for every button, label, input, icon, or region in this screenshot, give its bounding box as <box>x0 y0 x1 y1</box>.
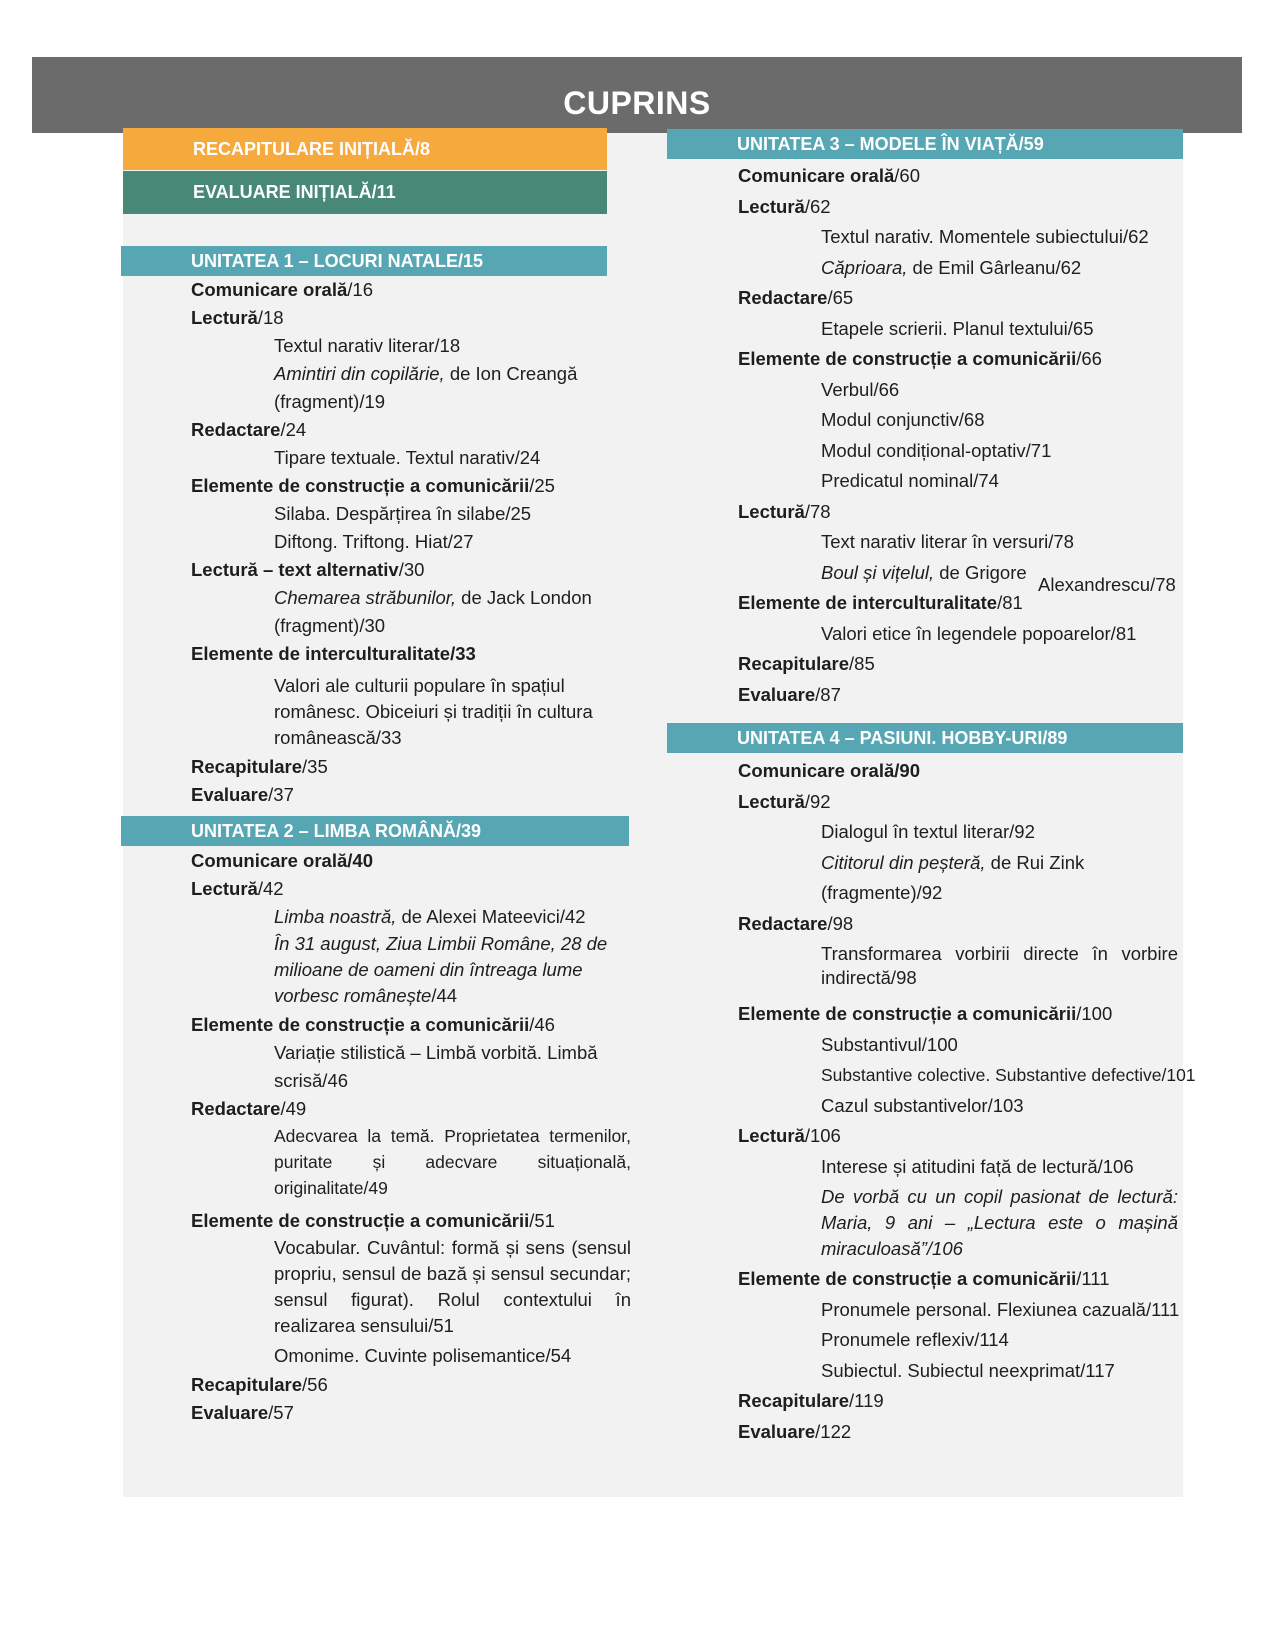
toc-subentry[interactable]: Tipare textuale. Textul narativ/24 <box>274 447 541 468</box>
unit1-list <box>191 276 621 809</box>
toc-entry[interactable]: Redactare/65 <box>738 287 854 308</box>
toc-subentry[interactable]: Dialogul în textul literar/92 <box>821 821 1035 842</box>
unit3-list <box>738 161 1188 710</box>
toc-subentry[interactable]: Transformarea vorbirii directe în vorbire indirectă/98 <box>821 943 1178 988</box>
title-bar <box>32 57 1242 133</box>
toc-subentry[interactable]: Chemarea străbunilor, de Jack London <box>274 587 592 608</box>
toc-entry[interactable]: Elemente de construcție a comunicării/66 <box>738 348 1102 369</box>
toc-subentry[interactable]: Verbul/66 <box>821 378 900 400</box>
toc-subentry[interactable]: (fragment)/19 <box>274 391 386 412</box>
toc-entry[interactable]: Recapitulare/85 <box>738 653 875 674</box>
intro-recap-header[interactable]: RECAPITULARE INIȚIALĂ/8 <box>123 128 607 170</box>
toc-subentry[interactable]: De vorbă cu un copil pasionat de lectură: Maria, 9 ani – „Lectura este o mașină miraculoasă”/106 <box>821 1186 1178 1259</box>
toc-subentry[interactable]: Pronumele personal. Flexiunea cazuală/111 <box>821 1298 1180 1320</box>
toc-subentry[interactable]: Silaba. Despărțirea în silabe/25 <box>274 503 532 524</box>
toc-entry[interactable]: Lectură/42 <box>191 878 284 899</box>
toc-subentry[interactable]: Interese și atitudini față de lectură/106 <box>821 1155 1134 1177</box>
toc-subentry[interactable]: Căprioara, de Emil Gârleanu/62 <box>821 256 1082 278</box>
page-title: CUPRINS <box>563 85 711 121</box>
toc-entry[interactable]: Redactare/98 <box>738 912 854 934</box>
toc-subentry[interactable]: Valori etice în legendele popoarelor/81 <box>821 622 1137 644</box>
toc-entry[interactable]: Elemente de construcție a comunicării/46 <box>191 1014 555 1035</box>
toc-subentry[interactable]: Modul condițional-optativ/71 <box>821 439 1052 461</box>
toc-entry[interactable]: Evaluare/57 <box>191 1402 294 1423</box>
toc-entry[interactable]: Lectură/62 <box>738 195 831 217</box>
toc-subentry[interactable]: Valori ale culturii populare în spațiul românesc. Obiceiuri și tradiții în cultura românească/33 <box>274 675 593 748</box>
toc-entry[interactable]: Evaluare/87 <box>738 683 841 705</box>
toc-subentry[interactable]: În 31 august, Ziua Limbii Române, 28 de milioane de oameni din întreaga lume vorbesc românește/44 <box>274 933 608 1006</box>
toc-entry[interactable]: Lectură/92 <box>738 790 831 812</box>
toc-subentry[interactable]: Text narativ literar în versuri/78 <box>821 531 1074 552</box>
toc-entry[interactable]: Recapitulare/35 <box>191 756 328 777</box>
unit2-list <box>191 847 631 1427</box>
unit4-list <box>738 756 1196 1447</box>
unit4-header[interactable]: UNITATEA 4 – PASIUNI. HOBBY-URI/89 <box>667 723 1183 753</box>
toc-subentry[interactable]: Vocabular. Cuvântul: formă și sens (sensul propriu, sensul de bază și sensul secundar; sensul figurat). Rolul contextului în realizarea sensului/51 <box>274 1237 631 1336</box>
toc-entry[interactable]: Recapitulare/56 <box>191 1374 328 1395</box>
toc-subentry[interactable]: Substantive colective. Substantive defective/101 <box>821 1065 1196 1085</box>
toc-entry[interactable]: Comunicare orală/90 <box>738 760 920 781</box>
toc-entry[interactable]: Redactare/24 <box>191 419 307 440</box>
toc-entry[interactable]: Recapitulare/119 <box>738 1390 884 1411</box>
unit3-header[interactable]: UNITATEA 3 – MODELE ÎN VIAȚĂ/59 <box>667 129 1183 159</box>
unit1-header[interactable]: UNITATEA 1 – LOCURI NATALE/15 <box>121 246 607 276</box>
toc-subentry[interactable]: (fragment)/30 <box>274 615 386 636</box>
toc-subentry-continuation: Alexandrescu/78 <box>1038 573 1176 595</box>
toc-entry[interactable]: Evaluare/122 <box>738 1420 852 1442</box>
intro-eval-header[interactable]: EVALUARE INIȚIALĂ/11 <box>123 171 607 214</box>
toc-subentry[interactable]: Textul narativ literar/18 <box>274 335 461 356</box>
toc-subentry[interactable]: Cazul substantivelor/103 <box>821 1094 1024 1116</box>
toc-entry[interactable]: Lectură – text alternativ/30 <box>191 559 425 580</box>
toc-entry[interactable]: Elemente de interculturalitate/33 <box>191 643 476 664</box>
toc-subentry[interactable]: Pronumele reflexiv/114 <box>821 1329 1009 1350</box>
toc-entry[interactable]: Elemente de construcție a comunicării/100 <box>738 1003 1113 1024</box>
toc-subentry[interactable]: Variație stilistică – Limbă vorbită. Limbă scrisă/46 <box>274 1042 598 1091</box>
toc-subentry[interactable]: Limba noastră, de Alexei Mateevici/42 <box>274 906 586 927</box>
toc-entry[interactable]: Comunicare orală/16 <box>191 279 373 300</box>
unit2-header[interactable]: UNITATEA 2 – LIMBA ROMÂNĂ/39 <box>121 816 629 846</box>
toc-subentry[interactable]: Omonime. Cuvinte polisemantice/54 <box>274 1345 572 1366</box>
toc-subentry[interactable]: Modul conjunctiv/68 <box>821 409 985 430</box>
toc-subentry[interactable]: Cititorul din peșteră, de Rui Zink <box>821 851 1085 873</box>
toc-entry[interactable]: Elemente de interculturalitate/81 <box>738 592 1023 613</box>
toc-entry[interactable]: Elemente de construcție a comunicării/111 <box>738 1268 1110 1289</box>
toc-entry[interactable]: Elemente de construcție a comunicării/51 <box>191 1210 555 1231</box>
toc-subentry[interactable]: Amintiri din copilărie, de Ion Creangă <box>274 363 578 384</box>
toc-subentry[interactable]: (fragmente)/92 <box>821 882 943 903</box>
toc-subentry[interactable]: Substantivul/100 <box>821 1033 958 1055</box>
toc-entry[interactable]: Elemente de construcție a comunicării/25 <box>191 475 555 496</box>
toc-subentry[interactable]: Etapele scrierii. Planul textului/65 <box>821 317 1094 339</box>
toc-entry[interactable]: Evaluare/37 <box>191 784 294 805</box>
toc-subentry[interactable]: Subiectul. Subiectul neexprimat/117 <box>821 1359 1115 1381</box>
toc-entry[interactable]: Comunicare orală/60 <box>738 165 920 186</box>
toc-entry[interactable]: Lectură/18 <box>191 307 284 328</box>
toc-subentry[interactable]: Boul și vițelul, de Grigore Alexandrescu/78 <box>738 558 1188 589</box>
toc-subentry[interactable]: Predicatul nominal/74 <box>821 470 999 491</box>
toc-subentry[interactable]: Adecvarea la temă. Proprietatea termenilor, puritate și adecvare situațională, originalitate/49 <box>274 1126 631 1198</box>
toc-subentry[interactable]: Diftong. Triftong. Hiat/27 <box>274 531 474 552</box>
toc-subentry[interactable]: Textul narativ. Momentele subiectului/62 <box>821 226 1149 247</box>
toc-entry[interactable]: Lectură/78 <box>738 500 831 522</box>
toc-entry[interactable]: Redactare/49 <box>191 1098 307 1119</box>
toc-entry[interactable]: Comunicare orală/40 <box>191 850 373 871</box>
toc-entry[interactable]: Lectură/106 <box>738 1125 841 1146</box>
